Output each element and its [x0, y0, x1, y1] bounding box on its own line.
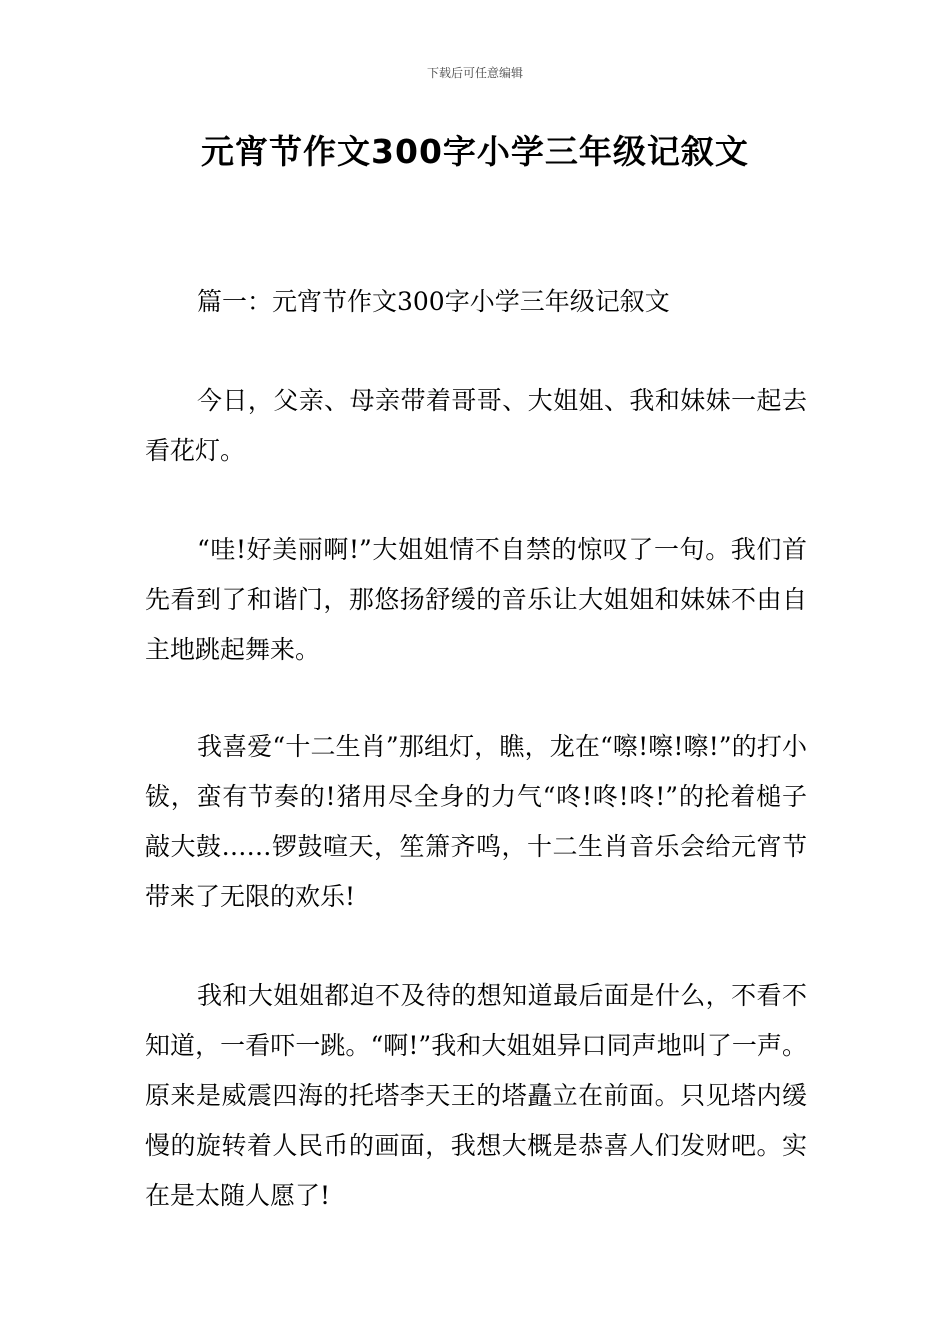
document-title: 元宵节作文300字小学三年级记叙文: [201, 132, 749, 171]
paragraph-2: “哇!好美丽啊!”大姐姐情不自禁的惊叹了一句。我们首先看到了和谐门，那悠扬舒缓的音乐让大姐姐和妹妹不由自主地跳起舞来。: [145, 535, 807, 664]
section-subtitle: 篇一：元宵节作文300字小学三年级记叙文: [197, 287, 670, 316]
paragraph-1: 今日，父亲、母亲带着哥哥、大姐姐、我和妹妹一起去看花灯。: [145, 386, 807, 465]
paragraph-3: 我喜爱“十二生肖”那组灯，瞧，龙在“嚓!嚓!嚓!”的打小钹，蛮有节奏的!猪用尽全身的力气“咚!咚!咚!”的抡着槌子敲大鼓……锣鼓喧天，笙箫齐鸣，十二生肖音乐会给元宵节带来了无限的欢乐!: [145, 732, 807, 911]
header-note: 下载后可任意编辑: [426, 66, 523, 80]
paragraph-4: 我和大姐姐都迫不及待的想知道最后面是什么，不看不知道，一看吓一跳。“啊!”我和大姐姐异口同声地叫了一声。原来是威震四海的托塔李天王的塔矗立在前面。只见塔内缓慢的旋转着人民币的画面，我想大概是恭喜人们发财吧。实在是太随人愿了!: [145, 981, 807, 1210]
